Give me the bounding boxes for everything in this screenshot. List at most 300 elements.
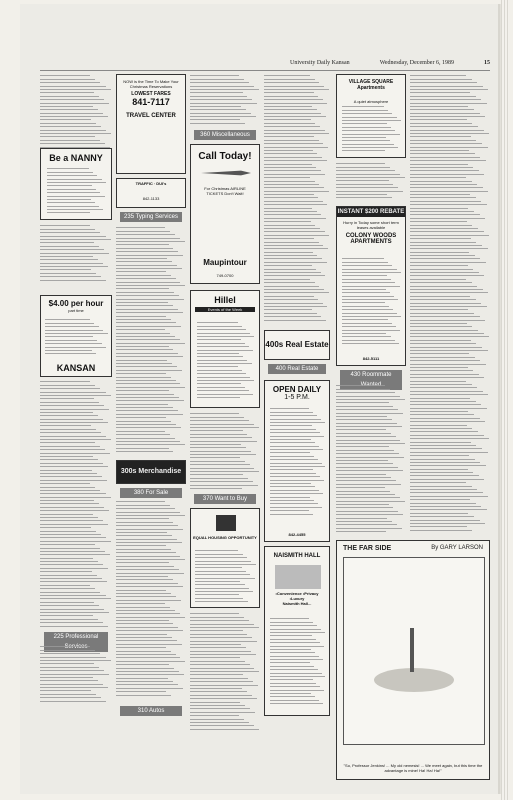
text-line xyxy=(40,232,100,234)
text-line xyxy=(190,468,254,470)
text-line xyxy=(40,419,103,421)
text-line xyxy=(40,602,94,604)
text-line xyxy=(190,634,247,636)
text-line xyxy=(342,316,401,318)
text-line xyxy=(197,383,241,385)
text-line xyxy=(190,705,245,707)
text-line xyxy=(40,82,100,84)
text-line xyxy=(342,323,392,325)
text-line xyxy=(410,153,475,155)
text-line xyxy=(336,184,393,186)
text-line xyxy=(410,509,487,511)
text-line xyxy=(116,373,166,375)
text-line xyxy=(116,261,172,263)
text-line xyxy=(336,518,387,520)
text-line xyxy=(270,463,322,465)
text-line xyxy=(336,511,398,513)
text-line xyxy=(190,103,257,105)
text-line xyxy=(270,503,318,505)
naismith-copy xyxy=(270,617,326,707)
text-line xyxy=(190,678,248,680)
text-line xyxy=(410,225,472,227)
village-sub: A quiet atmosphere xyxy=(353,99,389,104)
text-line xyxy=(195,574,250,576)
text-line xyxy=(264,170,321,172)
text-line xyxy=(40,385,95,387)
pay-copy xyxy=(45,318,109,358)
text-line xyxy=(342,282,395,284)
traffic-ad xyxy=(116,178,186,208)
text-line xyxy=(342,137,386,139)
text-line xyxy=(410,208,468,210)
colony-woods-phone: 842-5111 xyxy=(362,356,380,361)
text-line xyxy=(410,214,480,216)
classified-column-3a xyxy=(190,74,260,128)
text-line xyxy=(40,520,103,522)
text-line xyxy=(116,278,176,280)
text-line xyxy=(270,452,310,454)
text-line xyxy=(40,571,92,573)
text-line xyxy=(342,319,388,321)
colony-woods-copy xyxy=(342,257,402,347)
text-line xyxy=(410,136,471,138)
text-line xyxy=(342,134,400,136)
open-daily-hours: 1-5 P.M. xyxy=(284,394,310,401)
text-line xyxy=(336,457,404,459)
text-line xyxy=(40,581,107,583)
text-line xyxy=(264,262,327,264)
text-line xyxy=(190,488,242,490)
text-line xyxy=(342,289,386,291)
text-line xyxy=(190,430,243,432)
text-line xyxy=(116,583,178,585)
text-line xyxy=(410,333,484,335)
text-line xyxy=(264,167,316,169)
text-line xyxy=(116,637,172,639)
text-line xyxy=(410,489,477,491)
text-line xyxy=(342,110,388,112)
text-line xyxy=(40,500,94,502)
text-line xyxy=(410,350,488,352)
text-line xyxy=(40,140,100,142)
text-line xyxy=(342,123,387,125)
text-line xyxy=(40,615,93,617)
text-line xyxy=(40,605,99,607)
text-line xyxy=(195,564,256,566)
text-line xyxy=(40,554,110,556)
travel-phone: 841-7117 xyxy=(132,97,170,107)
text-line xyxy=(410,479,484,481)
text-line xyxy=(40,143,105,145)
text-line xyxy=(336,477,391,479)
classified-column-5b xyxy=(336,384,406,534)
text-line xyxy=(410,147,488,149)
text-line xyxy=(195,601,248,603)
text-line xyxy=(116,657,180,659)
text-line xyxy=(40,694,96,696)
text-line xyxy=(40,439,111,441)
text-line xyxy=(410,472,473,474)
text-line xyxy=(410,248,488,250)
text-line xyxy=(264,194,314,196)
text-line xyxy=(40,75,90,77)
text-line xyxy=(410,469,468,471)
text-line xyxy=(190,424,254,426)
text-line xyxy=(264,153,317,155)
text-line xyxy=(270,480,324,482)
text-line xyxy=(342,306,389,308)
text-line xyxy=(40,544,95,546)
text-line xyxy=(410,187,483,189)
text-line xyxy=(197,329,246,331)
text-line xyxy=(45,336,93,338)
text-line xyxy=(336,174,400,176)
text-line xyxy=(197,370,242,372)
text-line xyxy=(410,99,481,101)
text-line xyxy=(197,343,245,345)
text-line xyxy=(410,164,468,166)
text-line xyxy=(116,292,174,294)
text-line xyxy=(410,452,488,454)
text-line xyxy=(195,561,251,563)
text-line xyxy=(40,415,98,417)
classified-column-1d xyxy=(40,645,112,705)
text-line xyxy=(116,363,172,365)
text-line xyxy=(116,535,172,537)
text-line xyxy=(190,113,251,115)
text-line xyxy=(264,86,324,88)
text-line xyxy=(195,567,242,569)
issue-date: Wednesday, December 6, 1989 xyxy=(379,60,454,66)
text-line xyxy=(116,505,170,507)
text-line xyxy=(40,398,94,400)
text-line xyxy=(410,320,485,322)
text-line xyxy=(190,116,256,118)
text-line xyxy=(116,674,184,676)
text-line xyxy=(264,96,318,98)
text-line xyxy=(336,501,405,503)
text-line xyxy=(410,496,488,498)
rebate-sub: Hurry in Today some short term leases available xyxy=(343,220,399,230)
naismith-tagline: Naismith Hall... xyxy=(282,601,312,606)
text-line xyxy=(264,255,317,257)
village-square-ad xyxy=(336,74,406,158)
masthead-rule xyxy=(40,70,490,71)
text-line xyxy=(190,75,239,77)
text-line xyxy=(45,333,108,335)
text-line xyxy=(116,309,178,311)
travel-center-ad xyxy=(116,74,186,174)
text-line xyxy=(410,455,469,457)
text-line xyxy=(270,652,315,654)
text-line xyxy=(264,116,326,118)
equal-housing-icon xyxy=(216,515,236,531)
text-line xyxy=(47,172,93,174)
text-line xyxy=(342,275,387,277)
text-line xyxy=(342,140,390,142)
text-line xyxy=(190,451,251,453)
text-line xyxy=(45,347,106,349)
text-line xyxy=(116,302,168,304)
text-line xyxy=(410,258,480,260)
text-line xyxy=(116,623,173,625)
text-line xyxy=(116,579,173,581)
text-line xyxy=(116,427,181,429)
text-line xyxy=(270,422,325,424)
text-line xyxy=(336,170,395,172)
text-line xyxy=(270,646,324,648)
text-line xyxy=(264,119,311,121)
text-line xyxy=(336,467,398,469)
text-line xyxy=(410,194,470,196)
text-line xyxy=(40,646,90,648)
text-line xyxy=(264,136,314,138)
text-line xyxy=(410,238,471,240)
text-line xyxy=(40,490,100,492)
text-line xyxy=(40,225,90,227)
text-line xyxy=(410,343,476,345)
text-line xyxy=(40,86,106,88)
text-line xyxy=(190,661,245,663)
text-line xyxy=(40,123,96,125)
text-line xyxy=(116,678,168,680)
text-line xyxy=(270,679,313,681)
naismith-features: •Convenience •Privacy •Luxury xyxy=(275,591,319,601)
text-line xyxy=(410,394,488,396)
text-line xyxy=(116,339,180,341)
text-line xyxy=(336,191,403,193)
classified-column-1c xyxy=(40,380,112,630)
text-line xyxy=(40,259,98,261)
text-line xyxy=(116,620,169,622)
hillel-title: Events of the Week xyxy=(195,307,255,312)
text-line xyxy=(116,329,165,331)
text-line xyxy=(190,420,249,422)
text-line xyxy=(410,113,480,115)
text-line xyxy=(410,360,480,362)
call-today-title: Call Today! xyxy=(198,151,252,162)
text-line xyxy=(190,722,249,724)
text-line xyxy=(190,471,259,473)
text-line xyxy=(190,461,245,463)
text-line xyxy=(116,417,166,419)
text-line xyxy=(190,457,240,459)
classified-column-2a xyxy=(116,226,186,456)
text-line xyxy=(190,702,240,704)
text-line xyxy=(410,123,472,125)
text-line xyxy=(410,170,479,172)
text-line xyxy=(410,160,486,162)
text-line xyxy=(40,130,106,132)
text-line xyxy=(336,487,385,489)
text-line xyxy=(410,374,479,376)
text-line xyxy=(40,463,103,465)
text-line xyxy=(116,407,173,409)
real-estate-banner xyxy=(264,330,330,360)
text-line xyxy=(116,431,165,433)
text-line xyxy=(116,525,178,527)
text-line xyxy=(264,225,315,227)
text-line xyxy=(116,316,166,318)
text-line xyxy=(410,272,479,274)
text-line xyxy=(197,322,238,324)
text-line xyxy=(264,269,316,271)
text-line xyxy=(264,140,319,142)
text-line xyxy=(116,231,170,233)
text-line xyxy=(116,600,181,602)
nanny-ad xyxy=(40,148,112,220)
text-line xyxy=(410,492,483,494)
text-line xyxy=(270,632,325,634)
text-line xyxy=(40,388,100,390)
text-line xyxy=(190,613,239,615)
text-line xyxy=(40,687,108,689)
text-line xyxy=(264,258,322,260)
text-line xyxy=(190,681,253,683)
text-line xyxy=(40,246,99,248)
text-line xyxy=(197,380,254,382)
text-line xyxy=(336,426,402,428)
text-line xyxy=(336,389,390,391)
call-today-ad xyxy=(190,144,260,284)
text-line xyxy=(116,542,182,544)
text-line xyxy=(270,425,312,427)
rebate-title: INSTANT $200 REBATE xyxy=(337,209,405,215)
text-line xyxy=(336,504,389,506)
text-line xyxy=(264,126,320,128)
text-line xyxy=(342,333,386,335)
text-line xyxy=(336,409,398,411)
text-line xyxy=(336,524,397,526)
text-line xyxy=(264,157,322,159)
text-line xyxy=(264,296,314,298)
naismith-hall-ad xyxy=(264,546,330,716)
text-line xyxy=(410,292,488,294)
text-line xyxy=(116,586,183,588)
text-line xyxy=(116,336,175,338)
text-line xyxy=(40,119,91,121)
text-line xyxy=(40,564,103,566)
section-header-typing: 235 Typing Services xyxy=(120,212,182,222)
text-line xyxy=(410,506,481,508)
text-line xyxy=(264,309,312,311)
masthead xyxy=(290,60,490,70)
text-line xyxy=(40,425,91,427)
text-line xyxy=(190,685,258,687)
text-line xyxy=(336,419,392,421)
text-line xyxy=(190,99,252,101)
text-line xyxy=(264,238,314,240)
text-line xyxy=(190,417,244,419)
text-line xyxy=(410,516,474,518)
text-line xyxy=(410,157,480,159)
text-line xyxy=(264,235,329,237)
text-line xyxy=(40,109,98,111)
nanny-copy xyxy=(47,167,107,217)
text-line xyxy=(410,309,468,311)
text-line xyxy=(410,109,474,111)
text-line xyxy=(270,408,309,410)
text-line xyxy=(40,575,97,577)
text-line xyxy=(40,466,108,468)
text-line xyxy=(116,282,180,284)
text-line xyxy=(270,690,324,692)
text-line xyxy=(410,89,488,91)
text-line xyxy=(264,265,312,267)
text-line xyxy=(116,695,171,697)
text-line xyxy=(410,211,474,213)
far-side-caption: "So, Professor Jenkins! ... My old nemesis! ... We meet again, but this time the advantage is mine! Ha! Ha! Ha!" xyxy=(343,763,483,773)
text-line xyxy=(116,380,176,382)
text-line xyxy=(342,326,396,328)
text-line xyxy=(47,168,89,170)
text-line xyxy=(40,116,108,118)
section-header-wanttobuy: 370 Want to Buy xyxy=(194,494,256,504)
colony-woods-name: COLONY WOODS APARTMENTS xyxy=(345,233,397,245)
travel-title: NOW is the Time To Make Your Christmas Reservations xyxy=(123,79,179,89)
text-line xyxy=(342,279,391,281)
text-line xyxy=(40,453,110,455)
text-line xyxy=(40,405,104,407)
text-line xyxy=(40,660,111,662)
text-line xyxy=(264,150,313,152)
text-line xyxy=(116,590,166,592)
text-line xyxy=(270,412,313,414)
text-line xyxy=(264,184,319,186)
text-line xyxy=(116,576,168,578)
text-line xyxy=(270,693,311,695)
text-line xyxy=(190,620,249,622)
text-line xyxy=(270,442,315,444)
text-line xyxy=(116,404,168,406)
text-line xyxy=(264,275,325,277)
text-line xyxy=(190,691,247,693)
mastercraft-phone: 842-4455 xyxy=(288,532,306,537)
text-line xyxy=(410,421,485,423)
text-line xyxy=(40,650,95,652)
text-line xyxy=(190,447,246,449)
text-line xyxy=(410,357,475,359)
text-line xyxy=(190,454,256,456)
text-line xyxy=(40,89,111,91)
text-line xyxy=(410,92,470,94)
text-line xyxy=(116,322,176,324)
text-line xyxy=(410,275,484,277)
text-line xyxy=(342,330,400,332)
text-line xyxy=(40,106,93,108)
text-line xyxy=(342,272,401,274)
text-line xyxy=(336,402,389,404)
text-line xyxy=(270,432,320,434)
text-line xyxy=(270,642,320,644)
text-line xyxy=(410,435,484,437)
text-line xyxy=(410,303,481,305)
text-line xyxy=(410,323,467,325)
text-line xyxy=(40,507,104,509)
section-header-roommate: 430 Roommate xyxy=(340,370,402,390)
text-line xyxy=(270,673,322,675)
text-line xyxy=(410,201,481,203)
text-line xyxy=(342,313,397,315)
text-line xyxy=(270,669,318,671)
text-line xyxy=(410,181,472,183)
text-line xyxy=(40,480,107,482)
text-line xyxy=(336,177,405,179)
text-line xyxy=(336,396,400,398)
text-line xyxy=(190,729,259,731)
far-side-author: By GARY LARSON xyxy=(431,545,483,551)
text-line xyxy=(190,719,244,721)
